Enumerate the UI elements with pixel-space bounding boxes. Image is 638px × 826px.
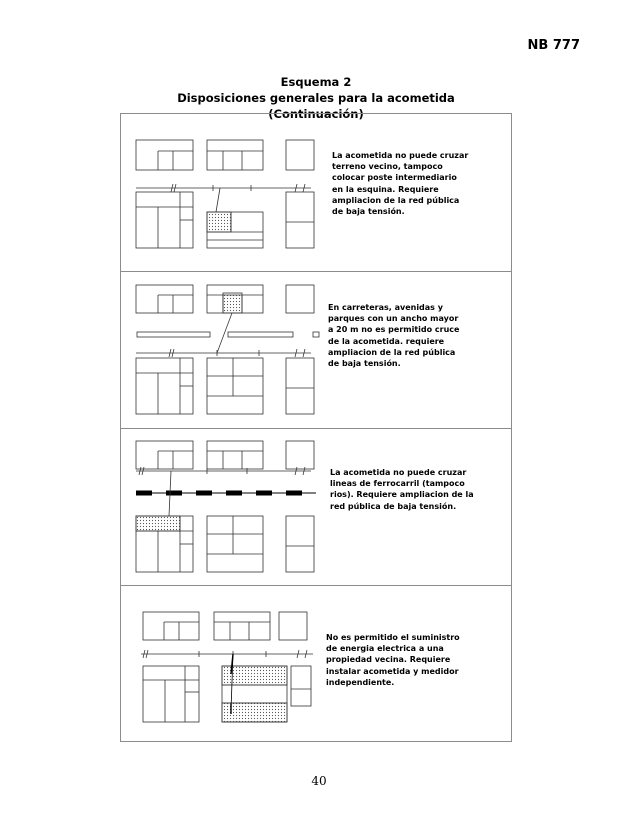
lot-block-top-right [286, 285, 314, 313]
panel-1-note: La acometida no puede cruzar terreno vecino, tampoco colocar poste intermediario en la esquina. Requiere ampliacion de la red pública de baja tensión. [332, 151, 469, 217]
lot-block-bottom-right [286, 358, 314, 414]
distribution-line [136, 349, 311, 357]
lot-block-top-center [207, 140, 263, 170]
title-line-1: Esquema 2 [280, 75, 352, 89]
title-line-2: Disposiciones generales para la acometida [177, 91, 455, 105]
lot-block-top-left [136, 441, 193, 469]
lot-block-bottom-right [291, 666, 311, 706]
lot-block-bottom-center [207, 212, 263, 248]
lot-block-top-center [214, 612, 270, 640]
distribution-line [141, 650, 313, 658]
lot-block-top-right [279, 612, 307, 640]
lot-block-top-left [136, 140, 193, 170]
lot-block-top-right [286, 140, 314, 170]
panel-3-note: La acometida no puede cruzar lineas de ferrocarril (tampoco rios). Requiere ampliacion de la red pública de baja tensión. [330, 468, 474, 511]
lot-block-top-center [207, 441, 263, 469]
lot-block-bottom-center [207, 516, 263, 572]
lot-block-bottom-left [143, 666, 199, 722]
avenue-strips [137, 332, 319, 337]
service-drop-line [216, 188, 220, 212]
distribution-line [136, 467, 311, 475]
document-code: NB 777 [527, 38, 580, 53]
lot-block-bottom-center [207, 358, 263, 414]
lot-block-top-left [136, 285, 193, 313]
panel-4-note: No es permitido el suministro de energia electrica a una propiedad vecina. Requiere instalar acometida y medidor independiente. [326, 633, 460, 687]
lot-block-top-right [286, 441, 314, 469]
lot-block-bottom-left [136, 516, 193, 572]
panel-4-drawing [141, 612, 313, 722]
panel-1-drawing [136, 140, 314, 248]
service-drop-line [217, 313, 232, 353]
panel-2-drawing [136, 285, 319, 414]
panel-3-drawing [136, 441, 316, 572]
panel-2-note: En carreteras, avenidas y parques con un ancho mayor a 20 m no es permitido cruce de la acometida. requiere ampliacion de la red pública de baja tensión. [328, 303, 460, 369]
lot-block-top-left [143, 612, 199, 640]
lot-block-bottom-right [286, 516, 314, 572]
lot-block-bottom-left [136, 192, 193, 248]
lot-block-bottom-right [286, 192, 314, 248]
schema-frame [120, 113, 512, 742]
page-number: 40 [311, 774, 327, 788]
title-line-3: (Continuación) [268, 107, 364, 121]
distribution-line [136, 184, 311, 192]
lot-block-top-center [207, 285, 263, 313]
lot-block-bottom-left [136, 358, 193, 414]
